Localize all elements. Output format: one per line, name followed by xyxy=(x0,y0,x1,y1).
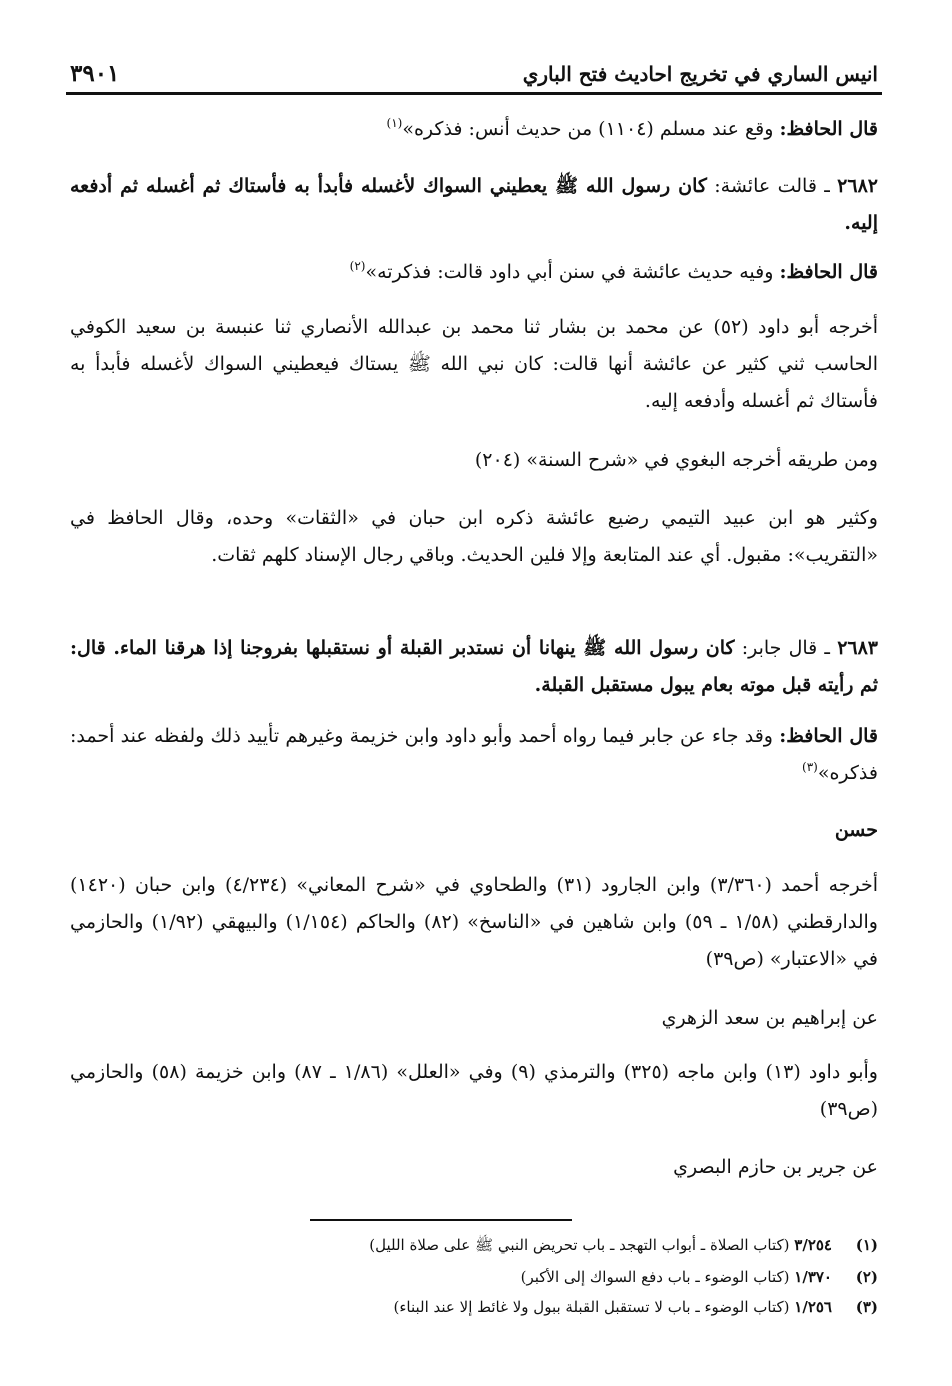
hadith-number: ٢٦٨٢ xyxy=(837,175,878,197)
footnote-ref: ١/٣٧٠ xyxy=(794,1268,832,1286)
hafiz-comment-3 xyxy=(70,718,878,792)
header-rule xyxy=(66,92,882,95)
footnote-ref: ٣/٢٥٤ xyxy=(794,1236,832,1254)
footnote-mark: (٢) xyxy=(855,1268,878,1286)
hafiz-comment-1 xyxy=(70,111,878,148)
footnote-text: (كتاب الوضوء ـ باب لا تستقبل القبلة ببول ولا غائط إلا عند البناء) xyxy=(393,1298,795,1316)
hafiz-label: قال الحافظ: xyxy=(779,118,878,140)
narrator-note: وكثير هو ابن عبيد التيمي رضيع عائشة ذكره ابن حبان في «الثقات» وحده، وقال الحافظ في «التقريب»: مقبول. أي عند المتابعة وإلا فلين الحديث. وباقي رجال الإسناد كلهم ثقات. xyxy=(70,507,878,566)
hadith-number: ٢٦٨٣ xyxy=(837,637,879,659)
hadith-narrator: ـ قالت عائشة: xyxy=(706,175,838,197)
chain-ibrahim: عن إبراهيم بن سعد الزهري xyxy=(661,1007,878,1029)
footnote-mark: (٣) xyxy=(855,1298,878,1316)
footnote-marker: (٢) xyxy=(349,259,366,273)
hadith-text: كان رسول الله ﷺ ينهانا أن نستدبر القبلة أو نستقبلها بفروجنا إذا هرقنا الماء. قال: xyxy=(70,637,735,659)
running-header xyxy=(66,60,882,90)
hadith-2683 xyxy=(70,630,878,704)
footnote-marker: (١) xyxy=(386,116,403,130)
hadith-text: كان رسول الله ﷺ يعطيني السواك لأغسله فأبدأ به فأستاك ثم أغسله ثم أدفعه إليه. xyxy=(70,175,878,234)
footnote-2 xyxy=(240,1266,878,1288)
comment-text: وقع عند مسلم (١١٠٤) من حديث أنس: فذكره» xyxy=(402,118,780,140)
page-number: ٣٩٠١ xyxy=(70,60,120,87)
takhrij-ahmad: أخرجه أحمد (٣/٣٦٠) وابن الجارود (٣١) والطحاوي في «شرح المعاني» (٤/٢٣٤) وابن حبان (١٤٢٠) والدارقطني (١/٥٨ ـ ٥٩) وابن شاهين في «الناسخ» (٨٢) والحاكم (١/١٥٤) والبيهقي (١/٩٢) والحازمي في «الاعتبار» (ص٣٩) xyxy=(70,874,879,970)
takhrij-abu-dawud-2: وأبو داود (١٣) وابن ماجه (٣٢٥) والترمذي (٩) وفي «العلل» (١/٨٦ ـ ٨٧) وابن خزيمة (٥٨) والحازمي (ص٣٩) xyxy=(70,1061,878,1120)
hadith-narrator: ـ قال جابر: xyxy=(734,637,838,659)
footnote-3 xyxy=(240,1296,878,1318)
chain-jarir: عن جرير بن حازم البصري xyxy=(673,1156,878,1178)
footnote-ref: ١/٢٥٦ xyxy=(794,1298,832,1316)
footnote-marker: (٣) xyxy=(802,760,818,774)
hadith-text-cont: ثم رأيته قبل موته بعام يبول مستقبل القبلة. xyxy=(534,674,878,696)
book-title: انيس الساري في تخريج احاديث فتح الباري xyxy=(522,62,878,86)
hafiz-label: قال الحافظ: xyxy=(779,261,878,283)
hafiz-comment-2 xyxy=(70,254,878,291)
footnote-mark: (١) xyxy=(855,1236,878,1254)
takhrij-abu-dawud: أخرجه أبو داود (٥٢) عن محمد بن بشار ثنا محمد بن عبدالله الأنصاري ثنا عنبسة بن سعيد الكوفي الحاسب ثني كثير عن عائشة أنها قالت: كان نبي الله ﷺ يستاك فيعطيني السواك لأغسله فأبدأ به فأستاك ثم أغسله وأدفعه إليه. xyxy=(70,316,878,412)
footnote-text: (كتاب الصلاة ـ أبواب التهجد ـ باب تحريض النبي ﷺ على صلاة الليل) xyxy=(369,1236,795,1254)
hadith-2682 xyxy=(70,168,878,242)
footnote-1 xyxy=(240,1234,878,1256)
takhrij-baghawi: ومن طريقه أخرجه البغوي في «شرح السنة» (٢٠٤) xyxy=(474,449,878,471)
hafiz-label: قال الحافظ: xyxy=(779,725,879,747)
comment-text: وقد جاء عن جابر فيما رواه أحمد وأبو داود وابن خزيمة وغيرهم تأييد ذلك ولفظه عند أحمد: فذكره» xyxy=(70,725,878,784)
comment-text: وفيه حديث عائشة في سنن أبي داود قالت: فذكرته» xyxy=(365,261,780,283)
hadith-grade: حسن xyxy=(834,819,878,841)
footnote-text: (كتاب الوضوء ـ باب دفع السواك إلى الأكبر) xyxy=(520,1268,795,1286)
footnote-rule xyxy=(310,1219,572,1221)
